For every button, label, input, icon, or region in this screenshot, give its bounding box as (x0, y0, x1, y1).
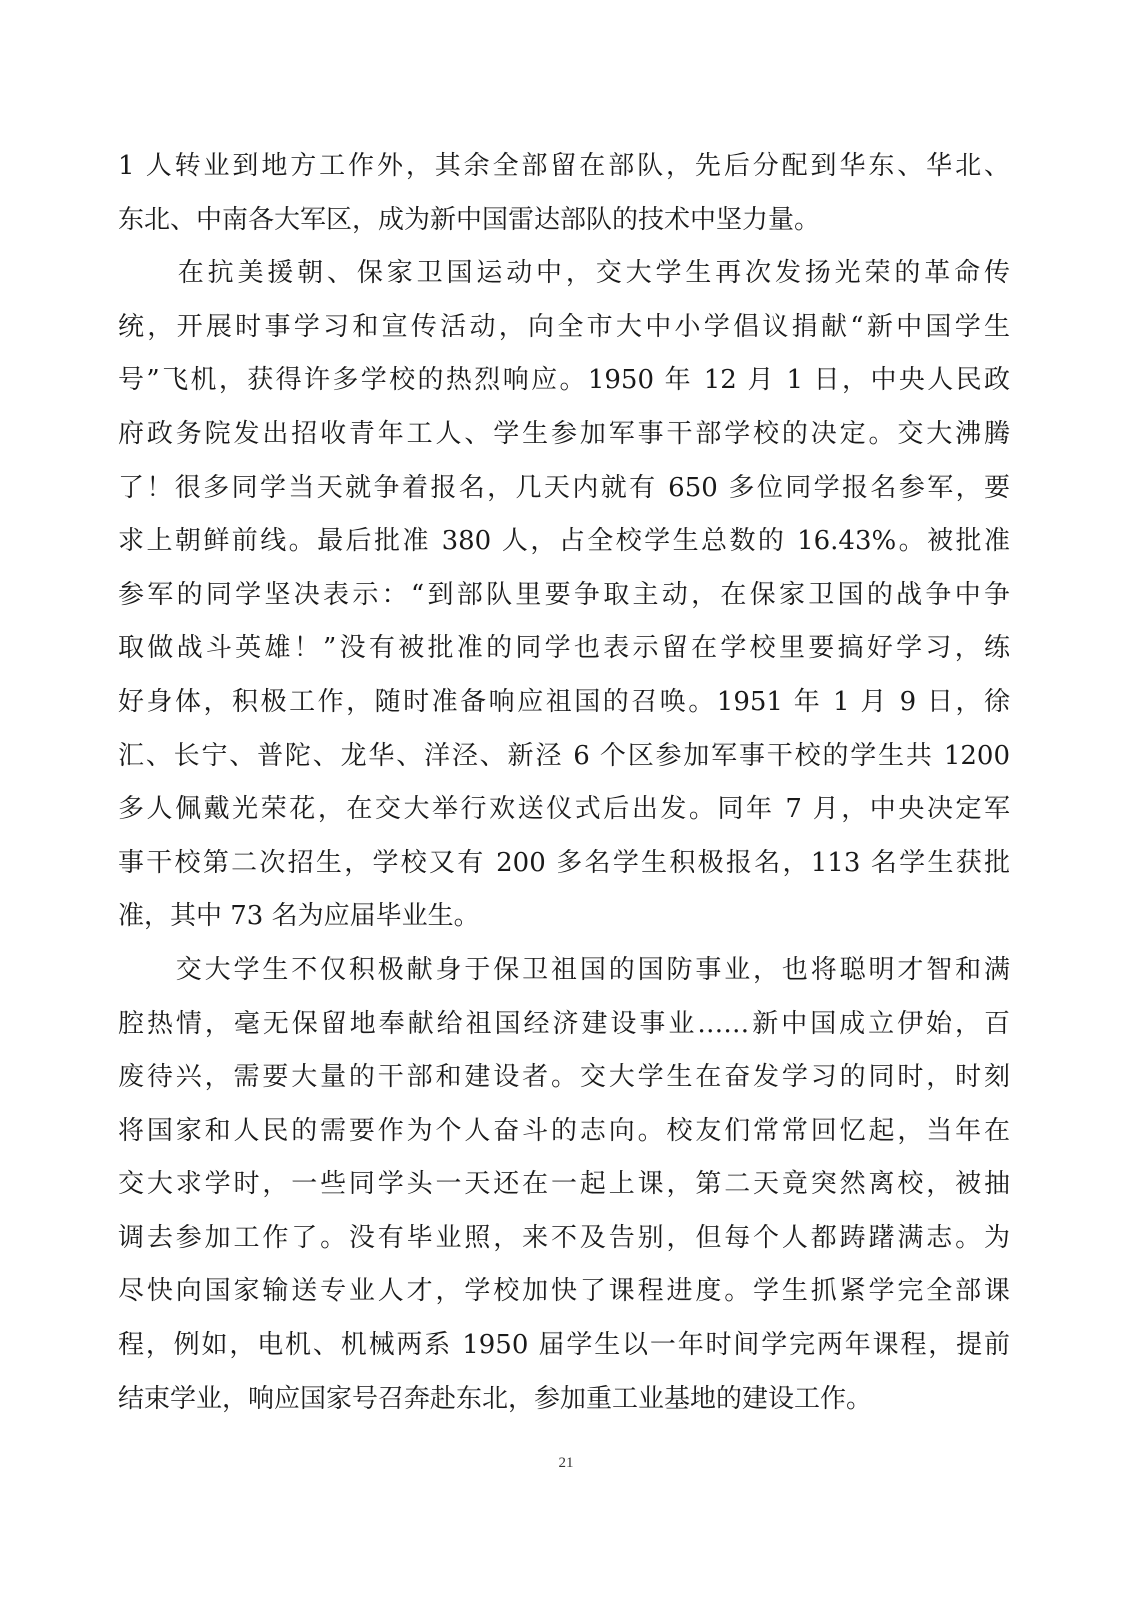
text-line: 调去参加工作了。没有毕业照，来不及告别，但每个人都踌躇满志。为 (118, 1222, 1010, 1253)
text-line: 汇、长宁、普陀、龙华、洋泾、新泾 6 个区参加军事干校的学生共 1200 (118, 740, 1010, 771)
text-line: 求上朝鲜前线。最后批准 380 人，占全校学生总数的 16.43%。被批准 (118, 526, 1010, 557)
text-line: 准，其中 73 名为应届毕业生。 (118, 901, 480, 932)
page-number: 21 (558, 1455, 574, 1471)
text-line: 好身体，积极工作，随时准备响应祖国的召唤。1951 年 1 月 9 日，徐 (118, 686, 1010, 717)
body-text (118, 140, 1010, 1426)
text-line: 尽快向国家输送专业人才，学校加快了课程进度。学生抓紧学完全部课 (118, 1276, 1010, 1307)
text-line: 号”飞机，获得许多学校的热烈响应。1950 年 12 月 1 日，中央人民政 (118, 365, 1010, 396)
text-line: 府政务院发出招收青年工人、学生参加军事干部学校的决定。交大沸腾 (118, 418, 1010, 449)
text-line: 交大求学时，一些同学头一天还在一起上课，第二天竟突然离校，被抽 (118, 1169, 1010, 1200)
text-line: 程，例如，电机、机械两系 1950 届学生以一年时间学完两年课程，提前 (118, 1330, 1010, 1361)
text-line: 东北、中南各大军区，成为新中国雷达部队的技术中坚力量。 (118, 204, 821, 235)
text-line: 腔热情，毫无保留地奉献给祖国经济建设事业……新中国成立伊始，百 (118, 1008, 1010, 1039)
text-line: 废待兴，需要大量的干部和建设者。交大学生在奋发学习的同时，时刻 (118, 1062, 1010, 1093)
text-line: 取做战斗英雄！”没有被批准的同学也表示留在学校里要搞好学习，练 (118, 633, 1010, 664)
text-line: 参军的同学坚决表示：“到部队里要争取主动，在保家卫国的战争中争 (118, 579, 1010, 610)
text-line: 在抗美援朝、保家卫国运动中，交大学生再次发扬光荣的革命传 (118, 258, 1010, 289)
text-line: 统，开展时事学习和宣传活动，向全市大中小学倡议捐献“新中国学生 (118, 311, 1010, 342)
text-line: 1 人转业到地方工作外，其余全部留在部队，先后分配到华东、华北、 (118, 151, 1010, 181)
text-line: 了！很多同学当天就争着报名，几天内就有 650 多位同学报名参军，要 (118, 472, 1010, 503)
text-line: 交大学生不仅积极献身于保卫祖国的国防事业，也将聪明才智和满 (118, 954, 1010, 985)
text-line: 结束学业，响应国家号召奔赴东北，参加重工业基地的建设工作。 (118, 1383, 873, 1414)
text-line: 将国家和人民的需要作为个人奋斗的志向。校友们常常回忆起，当年在 (118, 1115, 1010, 1146)
text-line: 多人佩戴光荣花，在交大举行欢送仪式后出发。同年 7 月，中央决定军 (118, 794, 1010, 825)
text-line: 事干校第二次招生，学校又有 200 多名学生积极报名，113 名学生获批 (118, 847, 1010, 878)
